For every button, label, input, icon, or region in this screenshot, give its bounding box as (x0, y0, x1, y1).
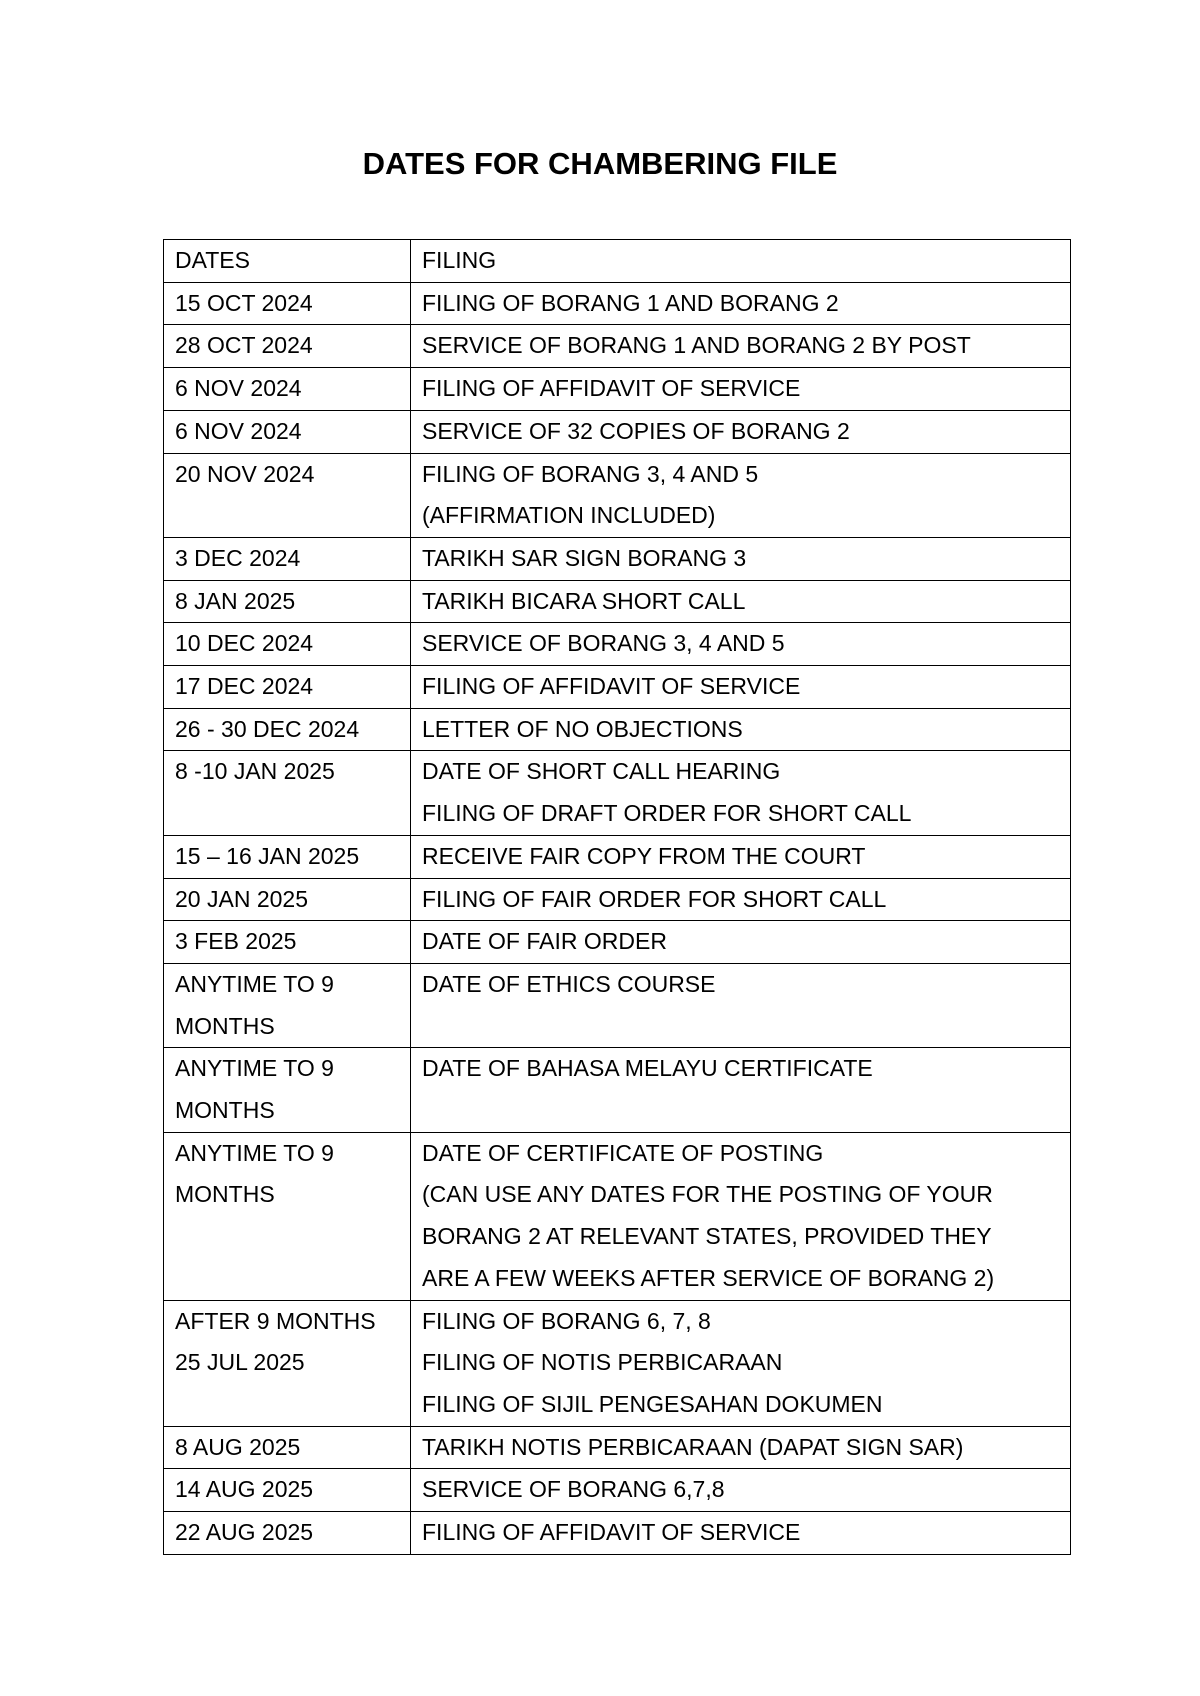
filing-cell (411, 368, 1071, 411)
date-text: ANYTIME TO 9 (175, 1139, 334, 1166)
date-cell (164, 835, 411, 878)
filing-cell (411, 835, 1071, 878)
filing-cell (411, 410, 1071, 453)
date-cell (164, 453, 411, 537)
filing-cell (411, 537, 1071, 580)
date-text: 28 OCT 2024 (175, 332, 313, 359)
date-text: 10 DEC 2024 (175, 630, 314, 657)
table-row (164, 835, 1071, 878)
filing-text: FILING OF BORANG 1 AND BORANG 2 (422, 289, 839, 316)
table-row (164, 963, 1071, 1047)
filing-text: (CAN USE ANY DATES FOR THE POSTING OF YOUR (422, 1181, 993, 1208)
filing-text: DATE OF CERTIFICATE OF POSTING (422, 1139, 824, 1166)
date-text: ANYTIME TO 9 (175, 970, 334, 997)
filing-text: DATE OF FAIR ORDER (422, 928, 667, 955)
date-text: 15 – 16 JAN 2025 (175, 842, 360, 869)
filing-cell (411, 453, 1071, 537)
filing-text: RECEIVE FAIR COPY FROM THE COURT (422, 842, 866, 869)
date-text: 14 AUG 2025 (175, 1476, 314, 1503)
date-cell (164, 921, 411, 964)
filing-cell (411, 878, 1071, 921)
filing-text: SERVICE OF BORANG 6,7,8 (422, 1476, 725, 1503)
filing-cell (411, 963, 1071, 1047)
table-row (164, 580, 1071, 623)
table-row (164, 453, 1071, 537)
filing-cell (411, 282, 1071, 325)
date-text: AFTER 9 MONTHS (175, 1307, 376, 1334)
filing-text: SERVICE OF BORANG 3, 4 AND 5 (422, 630, 785, 657)
filing-cell (411, 666, 1071, 709)
schedule-table (163, 239, 1071, 1555)
table-row (164, 1048, 1071, 1132)
filing-text: FILING (422, 247, 497, 273)
filing-text: TARIKH NOTIS PERBICARAAN (DAPAT SIGN SAR) (422, 1433, 964, 1460)
table-row (164, 1426, 1071, 1469)
table-row (164, 1300, 1071, 1426)
date-text: 15 OCT 2024 (175, 289, 313, 316)
filing-text: (AFFIRMATION INCLUDED) (422, 502, 716, 529)
table-row (164, 708, 1071, 751)
page-title: DATES FOR CHAMBERING FILE (362, 146, 838, 181)
filing-text: DATE OF BAHASA MELAYU CERTIFICATE (422, 1055, 873, 1082)
date-cell (164, 325, 411, 368)
date-cell (164, 878, 411, 921)
table-row (164, 368, 1071, 411)
date-text: 20 NOV 2024 (175, 460, 315, 487)
filing-cell (411, 580, 1071, 623)
filing-cell (411, 1512, 1071, 1555)
filing-text: FILING OF DRAFT ORDER FOR SHORT CALL (422, 800, 912, 827)
table-row (164, 623, 1071, 666)
filing-cell (411, 1132, 1071, 1300)
date-text: 25 JUL 2025 (175, 1349, 305, 1376)
filing-text: FILING OF SIJIL PENGESAHAN DOKUMEN (422, 1390, 883, 1417)
filing-cell (411, 325, 1071, 368)
date-text: 3 DEC 2024 (175, 544, 301, 571)
table-row (164, 1469, 1071, 1512)
dates-column-header (164, 240, 411, 283)
date-text: 8 -10 JAN 2025 (175, 758, 335, 785)
date-text: MONTHS (175, 1181, 275, 1208)
date-text: 6 NOV 2024 (175, 417, 302, 444)
schedule-table-body (164, 240, 1071, 1555)
table-row (164, 325, 1071, 368)
date-text: 20 JAN 2025 (175, 885, 308, 912)
table-row (164, 1132, 1071, 1300)
date-cell (164, 1132, 411, 1300)
table-row (164, 1512, 1071, 1555)
date-text: 3 FEB 2025 (175, 928, 297, 955)
filing-text: FILING OF AFFIDAVIT OF SERVICE (422, 1519, 801, 1546)
filing-column-header (411, 240, 1071, 283)
date-text: DATES (175, 247, 250, 273)
filing-text: FILING OF BORANG 3, 4 AND 5 (422, 460, 759, 487)
filing-text: DATE OF ETHICS COURSE (422, 970, 716, 997)
date-cell (164, 537, 411, 580)
date-text: 8 JAN 2025 (175, 587, 296, 614)
date-text: 22 AUG 2025 (175, 1519, 314, 1546)
table-row (164, 666, 1071, 709)
date-cell (164, 282, 411, 325)
table-row (164, 410, 1071, 453)
date-text: 6 NOV 2024 (175, 375, 302, 402)
date-cell (164, 623, 411, 666)
date-cell (164, 751, 411, 835)
filing-text: TARIKH SAR SIGN BORANG 3 (422, 544, 747, 571)
date-cell (164, 368, 411, 411)
filing-text: FILING OF AFFIDAVIT OF SERVICE (422, 375, 801, 402)
date-cell (164, 580, 411, 623)
filing-text: FILING OF NOTIS PERBICARAAN (422, 1349, 783, 1376)
filing-cell (411, 921, 1071, 964)
date-text: 26 - 30 DEC 2024 (175, 715, 360, 742)
date-cell (164, 1048, 411, 1132)
filing-text: FILING OF AFFIDAVIT OF SERVICE (422, 673, 801, 700)
date-text: 8 AUG 2025 (175, 1433, 301, 1460)
filing-text: ARE A FEW WEEKS AFTER SERVICE OF BORANG 2) (422, 1264, 995, 1291)
filing-text: BORANG 2 AT RELEVANT STATES, PROVIDED THEY (422, 1223, 992, 1250)
table-row (164, 878, 1071, 921)
date-text: ANYTIME TO 9 (175, 1055, 334, 1082)
date-text: MONTHS (175, 1012, 275, 1039)
date-cell (164, 410, 411, 453)
table-row (164, 921, 1071, 964)
date-cell (164, 1512, 411, 1555)
date-text: MONTHS (175, 1097, 275, 1124)
filing-text: FILING OF BORANG 6, 7, 8 (422, 1307, 711, 1334)
date-cell (164, 1300, 411, 1426)
filing-text: FILING OF FAIR ORDER FOR SHORT CALL (422, 885, 887, 912)
filing-cell (411, 1048, 1071, 1132)
table-row (164, 282, 1071, 325)
date-cell (164, 666, 411, 709)
filing-cell (411, 708, 1071, 751)
filing-cell (411, 1300, 1071, 1426)
filing-text: SERVICE OF 32 COPIES OF BORANG 2 (422, 417, 850, 444)
table-row (164, 537, 1071, 580)
date-cell (164, 1426, 411, 1469)
filing-cell (411, 751, 1071, 835)
filing-text: DATE OF SHORT CALL HEARING (422, 758, 781, 785)
table-header-row (164, 240, 1071, 283)
table-row (164, 751, 1071, 835)
date-cell (164, 1469, 411, 1512)
date-cell (164, 708, 411, 751)
filing-cell (411, 1426, 1071, 1469)
filing-text: LETTER OF NO OBJECTIONS (422, 715, 743, 742)
date-cell (164, 963, 411, 1047)
date-text: 17 DEC 2024 (175, 673, 314, 700)
filing-text: TARIKH BICARA SHORT CALL (422, 587, 746, 614)
filing-text: SERVICE OF BORANG 1 AND BORANG 2 BY POST (422, 332, 971, 359)
filing-cell (411, 623, 1071, 666)
filing-cell (411, 1469, 1071, 1512)
